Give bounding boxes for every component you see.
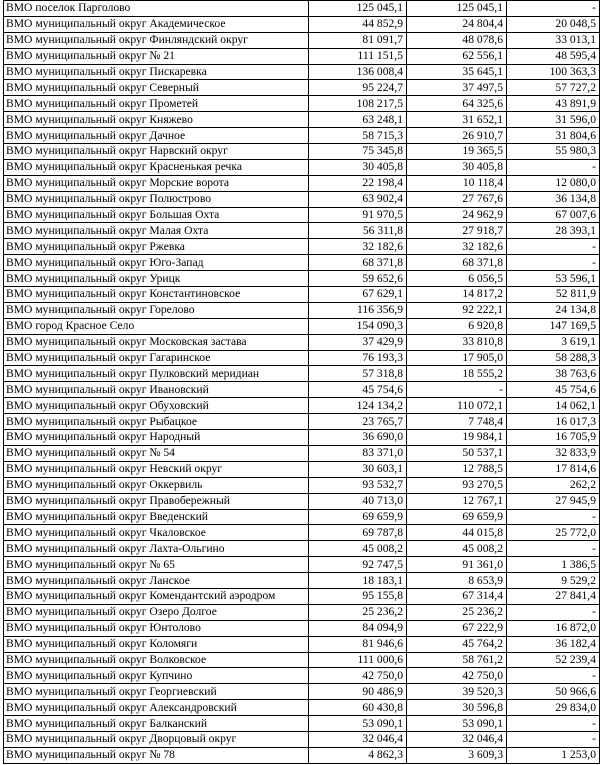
total-amount-cell: 18 183,1 <box>309 573 407 589</box>
municipality-name-cell: ВМО муниципальный округ Дворцовый округ <box>4 731 309 747</box>
first-amount-cell: 69 659,9 <box>407 509 507 525</box>
table-row <box>4 684 600 700</box>
table-row <box>4 175 600 191</box>
total-amount-cell: 154 090,3 <box>309 318 407 334</box>
municipality-name-cell: ВМО муниципальный округ Волковское <box>4 652 309 668</box>
second-amount-cell: 52 239,4 <box>507 652 600 668</box>
second-amount-cell: 58 288,3 <box>507 350 600 366</box>
total-amount-cell: 63 248,1 <box>309 112 407 128</box>
second-amount-cell: 45 754,6 <box>507 382 600 398</box>
municipality-name-cell: ВМО муниципальный округ Народный <box>4 430 309 446</box>
table-row <box>4 414 600 430</box>
municipality-name-cell: ВМО муниципальный округ Комендантский аэродром <box>4 588 309 604</box>
table-row <box>4 48 600 64</box>
municipality-name-cell: ВМО муниципальный округ Балканский <box>4 716 309 732</box>
table-row <box>4 64 600 80</box>
table-row <box>4 620 600 636</box>
table-row <box>4 302 600 318</box>
second-amount-cell: - <box>507 541 600 557</box>
first-amount-cell: 93 270,5 <box>407 477 507 493</box>
municipality-name-cell: ВМО муниципальный округ Урицк <box>4 271 309 287</box>
first-amount-cell: 12 788,5 <box>407 461 507 477</box>
second-amount-cell: - <box>507 731 600 747</box>
first-amount-cell: 30 405,8 <box>407 159 507 175</box>
table-row <box>4 509 600 525</box>
first-amount-cell: 14 817,2 <box>407 287 507 303</box>
first-amount-cell: 30 596,8 <box>407 700 507 716</box>
total-amount-cell: 4 862,3 <box>309 747 407 763</box>
second-amount-cell: 31 596,0 <box>507 112 600 128</box>
municipality-name-cell: ВМО муниципальный округ Морские ворота <box>4 175 309 191</box>
first-amount-cell: 62 556,1 <box>407 48 507 64</box>
second-amount-cell: 1 386,5 <box>507 557 600 573</box>
first-amount-cell: 37 497,5 <box>407 80 507 96</box>
total-amount-cell: 67 629,1 <box>309 287 407 303</box>
first-amount-cell: 18 555,2 <box>407 366 507 382</box>
first-amount-cell: 33 810,8 <box>407 334 507 350</box>
total-amount-cell: 81 091,7 <box>309 32 407 48</box>
municipality-name-cell: ВМО муниципальный округ Озеро Долгое <box>4 604 309 620</box>
total-amount-cell: 69 659,9 <box>309 509 407 525</box>
municipality-name-cell: ВМО муниципальный округ Введенский <box>4 509 309 525</box>
total-amount-cell: 22 198,4 <box>309 175 407 191</box>
total-amount-cell: 108 217,5 <box>309 96 407 112</box>
second-amount-cell: - <box>507 159 600 175</box>
total-amount-cell: 83 371,0 <box>309 445 407 461</box>
table-row <box>4 112 600 128</box>
first-amount-cell: 39 520,3 <box>407 684 507 700</box>
second-amount-cell: 48 595,4 <box>507 48 600 64</box>
table-row <box>4 652 600 668</box>
municipality-name-cell: ВМО муниципальный округ Горелово <box>4 302 309 318</box>
table-row <box>4 636 600 652</box>
table-row <box>4 588 600 604</box>
total-amount-cell: 59 652,6 <box>309 271 407 287</box>
table-row <box>4 191 600 207</box>
first-amount-cell: 53 090,1 <box>407 716 507 732</box>
first-amount-cell: 64 325,6 <box>407 96 507 112</box>
second-amount-cell: 29 834,0 <box>507 700 600 716</box>
first-amount-cell: 6 056,5 <box>407 271 507 287</box>
table-row <box>4 287 600 303</box>
second-amount-cell: 16 705,9 <box>507 430 600 446</box>
total-amount-cell: 125 045,1 <box>309 1 407 17</box>
municipality-name-cell: ВМО муниципальный округ Московская застава <box>4 334 309 350</box>
total-amount-cell: 111 000,6 <box>309 652 407 668</box>
total-amount-cell: 136 008,4 <box>309 64 407 80</box>
first-amount-cell: 12 767,1 <box>407 493 507 509</box>
first-amount-cell: 50 537,1 <box>407 445 507 461</box>
table-row <box>4 731 600 747</box>
total-amount-cell: 57 318,8 <box>309 366 407 382</box>
first-amount-cell: 27 767,6 <box>407 191 507 207</box>
second-amount-cell: 1 253,0 <box>507 747 600 763</box>
table-row <box>4 255 600 271</box>
second-amount-cell: 3 619,1 <box>507 334 600 350</box>
first-amount-cell: 25 236,2 <box>407 604 507 620</box>
table-row <box>4 716 600 732</box>
municipality-name-cell: ВМО муниципальный округ Обуховский <box>4 398 309 414</box>
first-amount-cell: 32 182,6 <box>407 239 507 255</box>
second-amount-cell: - <box>507 1 600 17</box>
table-row <box>4 1 600 17</box>
first-amount-cell: 27 918,7 <box>407 223 507 239</box>
second-amount-cell: 16 017,3 <box>507 414 600 430</box>
second-amount-cell: 12 080,0 <box>507 175 600 191</box>
table-row <box>4 334 600 350</box>
municipality-name-cell: ВМО муниципальный округ Александровский <box>4 700 309 716</box>
total-amount-cell: 56 311,8 <box>309 223 407 239</box>
municipality-name-cell: ВМО муниципальный округ Полюстрово <box>4 191 309 207</box>
second-amount-cell: 57 727,2 <box>507 80 600 96</box>
total-amount-cell: 90 486,9 <box>309 684 407 700</box>
second-amount-cell: - <box>507 239 600 255</box>
municipality-name-cell: ВМО муниципальный округ Ржевка <box>4 239 309 255</box>
first-amount-cell: 8 653,9 <box>407 573 507 589</box>
first-amount-cell: 125 045,1 <box>407 1 507 17</box>
municipality-name-cell: ВМО муниципальный округ Финляндский округ <box>4 32 309 48</box>
second-amount-cell: 24 134,8 <box>507 302 600 318</box>
second-amount-cell: 52 811,9 <box>507 287 600 303</box>
total-amount-cell: 81 946,6 <box>309 636 407 652</box>
total-amount-cell: 53 090,1 <box>309 716 407 732</box>
table-row <box>4 477 600 493</box>
total-amount-cell: 25 236,2 <box>309 604 407 620</box>
municipality-name-cell: ВМО муниципальный округ Ланское <box>4 573 309 589</box>
total-amount-cell: 92 747,5 <box>309 557 407 573</box>
total-amount-cell: 32 182,6 <box>309 239 407 255</box>
second-amount-cell: 27 945,9 <box>507 493 600 509</box>
first-amount-cell: 32 046,4 <box>407 731 507 747</box>
table-row <box>4 493 600 509</box>
second-amount-cell: 147 169,5 <box>507 318 600 334</box>
second-amount-cell: 17 814,6 <box>507 461 600 477</box>
table-row <box>4 398 600 414</box>
municipality-name-cell: ВМО муниципальный округ Чкаловское <box>4 525 309 541</box>
table-row <box>4 557 600 573</box>
table-row <box>4 668 600 684</box>
municipality-name-cell: ВМО муниципальный округ Прометей <box>4 96 309 112</box>
second-amount-cell: 67 007,6 <box>507 207 600 223</box>
municipality-name-cell: ВМО муниципальный округ Академическое <box>4 16 309 32</box>
municipality-name-cell: ВМО муниципальный округ Правобережный <box>4 493 309 509</box>
total-amount-cell: 75 345,8 <box>309 144 407 160</box>
municipality-name-cell: ВМО муниципальный округ Ивановский <box>4 382 309 398</box>
second-amount-cell: - <box>507 604 600 620</box>
municipality-name-cell: ВМО муниципальный округ Малая Охта <box>4 223 309 239</box>
second-amount-cell: 36 134,8 <box>507 191 600 207</box>
total-amount-cell: 63 902,4 <box>309 191 407 207</box>
total-amount-cell: 95 155,8 <box>309 588 407 604</box>
total-amount-cell: 84 094,9 <box>309 620 407 636</box>
first-amount-cell: - <box>407 382 507 398</box>
first-amount-cell: 58 761,2 <box>407 652 507 668</box>
table-row <box>4 318 600 334</box>
table-row <box>4 207 600 223</box>
municipality-name-cell: ВМО муниципальный округ Купчино <box>4 668 309 684</box>
second-amount-cell: 38 763,6 <box>507 366 600 382</box>
second-amount-cell: 9 529,2 <box>507 573 600 589</box>
municipality-name-cell: ВМО муниципальный округ № 78 <box>4 747 309 763</box>
second-amount-cell: 32 833,9 <box>507 445 600 461</box>
total-amount-cell: 111 151,5 <box>309 48 407 64</box>
municipality-name-cell: ВМО муниципальный округ Юго-Запад <box>4 255 309 271</box>
first-amount-cell: 35 645,1 <box>407 64 507 80</box>
table-row <box>4 461 600 477</box>
table-row <box>4 445 600 461</box>
second-amount-cell: 53 596,1 <box>507 271 600 287</box>
municipality-name-cell: ВМО муниципальный округ № 65 <box>4 557 309 573</box>
municipality-name-cell: ВМО муниципальный округ Красненькая речка <box>4 159 309 175</box>
first-amount-cell: 45 764,2 <box>407 636 507 652</box>
municipality-name-cell: ВМО муниципальный округ Дачное <box>4 128 309 144</box>
first-amount-cell: 6 920,8 <box>407 318 507 334</box>
first-amount-cell: 67 314,4 <box>407 588 507 604</box>
total-amount-cell: 45 754,6 <box>309 382 407 398</box>
second-amount-cell: 50 966,6 <box>507 684 600 700</box>
first-amount-cell: 48 078,6 <box>407 32 507 48</box>
total-amount-cell: 76 193,3 <box>309 350 407 366</box>
table-row <box>4 700 600 716</box>
first-amount-cell: 67 222,9 <box>407 620 507 636</box>
municipality-name-cell: ВМО муниципальный округ Пулковский меридиан <box>4 366 309 382</box>
municipality-name-cell: ВМО муниципальный округ № 21 <box>4 48 309 64</box>
municipality-name-cell: ВМО муниципальный округ Невский округ <box>4 461 309 477</box>
municipality-name-cell: ВМО муниципальный округ Рыбацкое <box>4 414 309 430</box>
second-amount-cell: - <box>507 716 600 732</box>
municipality-name-cell: ВМО муниципальный округ Нарвский округ <box>4 144 309 160</box>
first-amount-cell: 7 748,4 <box>407 414 507 430</box>
first-amount-cell: 42 750,0 <box>407 668 507 684</box>
table-row <box>4 525 600 541</box>
municipality-name-cell: ВМО муниципальный округ Константиновское <box>4 287 309 303</box>
municipality-name-cell: ВМО муниципальный округ Большая Охта <box>4 207 309 223</box>
total-amount-cell: 30 603,1 <box>309 461 407 477</box>
second-amount-cell: - <box>507 668 600 684</box>
second-amount-cell: 262,2 <box>507 477 600 493</box>
first-amount-cell: 26 910,7 <box>407 128 507 144</box>
table-row <box>4 430 600 446</box>
municipality-name-cell: ВМО муниципальный округ Оккервиль <box>4 477 309 493</box>
second-amount-cell: 36 182,4 <box>507 636 600 652</box>
table-row <box>4 747 600 763</box>
total-amount-cell: 45 008,2 <box>309 541 407 557</box>
first-amount-cell: 68 371,8 <box>407 255 507 271</box>
first-amount-cell: 3 609,3 <box>407 747 507 763</box>
table-row <box>4 96 600 112</box>
total-amount-cell: 30 405,8 <box>309 159 407 175</box>
total-amount-cell: 60 430,8 <box>309 700 407 716</box>
table-row <box>4 80 600 96</box>
table-row <box>4 223 600 239</box>
table-row <box>4 128 600 144</box>
first-amount-cell: 45 008,2 <box>407 541 507 557</box>
municipality-name-cell: ВМО муниципальный округ Пискаревка <box>4 64 309 80</box>
second-amount-cell: 16 872,0 <box>507 620 600 636</box>
total-amount-cell: 116 356,9 <box>309 302 407 318</box>
second-amount-cell: 25 772,0 <box>507 525 600 541</box>
second-amount-cell: - <box>507 255 600 271</box>
first-amount-cell: 44 015,8 <box>407 525 507 541</box>
municipality-name-cell: ВМО муниципальный округ Лахта-Ольгино <box>4 541 309 557</box>
second-amount-cell: 43 891,9 <box>507 96 600 112</box>
table-row <box>4 32 600 48</box>
table-row <box>4 144 600 160</box>
total-amount-cell: 32 046,4 <box>309 731 407 747</box>
municipality-name-cell: ВМО муниципальный округ Юнтолово <box>4 620 309 636</box>
municipality-name-cell: ВМО муниципальный округ Гагаринское <box>4 350 309 366</box>
table-row <box>4 271 600 287</box>
second-amount-cell: 31 804,6 <box>507 128 600 144</box>
total-amount-cell: 95 224,7 <box>309 80 407 96</box>
municipality-name-cell: ВМО муниципальный округ Георгиевский <box>4 684 309 700</box>
table-row <box>4 239 600 255</box>
first-amount-cell: 92 222,1 <box>407 302 507 318</box>
municipality-name-cell: ВМО муниципальный округ Коломяги <box>4 636 309 652</box>
municipality-name-cell: ВМО город Красное Село <box>4 318 309 334</box>
first-amount-cell: 110 072,1 <box>407 398 507 414</box>
total-amount-cell: 58 715,3 <box>309 128 407 144</box>
table-row <box>4 541 600 557</box>
second-amount-cell: 28 393,1 <box>507 223 600 239</box>
first-amount-cell: 10 118,4 <box>407 175 507 191</box>
second-amount-cell: 55 980,3 <box>507 144 600 160</box>
municipality-name-cell: ВМО муниципальный округ Северный <box>4 80 309 96</box>
table-row <box>4 573 600 589</box>
first-amount-cell: 91 361,0 <box>407 557 507 573</box>
first-amount-cell: 24 962,9 <box>407 207 507 223</box>
second-amount-cell: - <box>507 509 600 525</box>
first-amount-cell: 31 652,1 <box>407 112 507 128</box>
total-amount-cell: 69 787,8 <box>309 525 407 541</box>
table-row <box>4 16 600 32</box>
table-row <box>4 350 600 366</box>
first-amount-cell: 24 804,4 <box>407 16 507 32</box>
first-amount-cell: 17 905,0 <box>407 350 507 366</box>
municipality-name-cell: ВМО муниципальный округ Княжево <box>4 112 309 128</box>
second-amount-cell: 20 048,5 <box>507 16 600 32</box>
total-amount-cell: 42 750,0 <box>309 668 407 684</box>
table-row <box>4 366 600 382</box>
total-amount-cell: 93 532,7 <box>309 477 407 493</box>
first-amount-cell: 19 984,1 <box>407 430 507 446</box>
municipality-name-cell: ВМО муниципальный округ № 54 <box>4 445 309 461</box>
second-amount-cell: 27 841,4 <box>507 588 600 604</box>
second-amount-cell: 14 062,1 <box>507 398 600 414</box>
total-amount-cell: 40 713,0 <box>309 493 407 509</box>
table-row <box>4 604 600 620</box>
total-amount-cell: 23 765,7 <box>309 414 407 430</box>
total-amount-cell: 124 134,2 <box>309 398 407 414</box>
table-body <box>4 1 600 764</box>
total-amount-cell: 37 429,9 <box>309 334 407 350</box>
total-amount-cell: 44 852,9 <box>309 16 407 32</box>
first-amount-cell: 19 365,5 <box>407 144 507 160</box>
total-amount-cell: 68 371,8 <box>309 255 407 271</box>
total-amount-cell: 91 970,5 <box>309 207 407 223</box>
second-amount-cell: 33 013,1 <box>507 32 600 48</box>
table-row <box>4 382 600 398</box>
second-amount-cell: 100 363,3 <box>507 64 600 80</box>
total-amount-cell: 36 690,0 <box>309 430 407 446</box>
municipality-name-cell: ВМО поселок Парголово <box>4 1 309 17</box>
table-row <box>4 159 600 175</box>
municipal-budget-table <box>3 0 600 764</box>
